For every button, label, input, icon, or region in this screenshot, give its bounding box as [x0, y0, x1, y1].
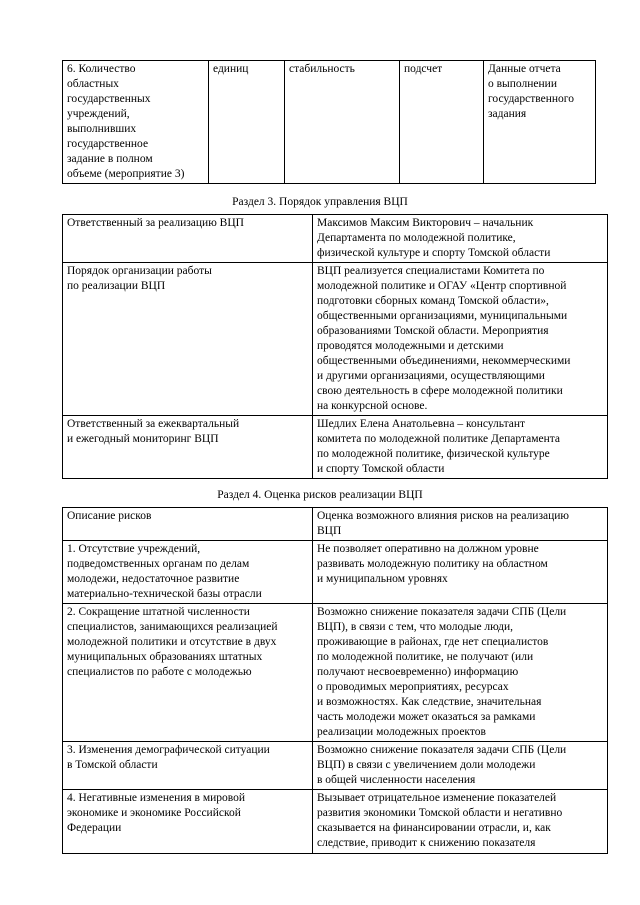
table-row: [63, 263, 608, 416]
column-header: Описание рисков: [63, 508, 313, 541]
table-row: [63, 742, 608, 790]
table-row: [63, 416, 608, 479]
management-table: [62, 214, 608, 479]
management-value-cell: Шедлих Елена Анатольевна – консультант комитета по молодежной политике Департамента по молодежной политике, физической культуре и спорту Томской области: [313, 416, 608, 479]
method-cell: подсчет: [400, 61, 484, 184]
section4-title: Раздел 4. Оценка рисков реализации ВЦП: [217, 489, 423, 501]
trend-cell: стабильность: [285, 61, 400, 184]
unit-cell: единиц: [209, 61, 285, 184]
section3-title: Раздел 3. Порядок управления ВЦП: [232, 196, 408, 208]
management-label-cell: Порядок организации работы по реализации ВЦП: [63, 263, 313, 416]
risk-cell: 1. Отсутствие учреждений, подведомственных органам по делам молодежи, недостаточное развитие материально-технической базы отрасли: [63, 541, 313, 604]
table-row: [63, 61, 596, 184]
table-row: [63, 604, 608, 742]
table-row: [63, 215, 608, 263]
indicators-table-fragment: [62, 60, 596, 184]
table-row: [63, 790, 608, 854]
indicator-name-cell: 6. Количество областных государственных учреждений, выполнивших государственное задание в полном объеме (мероприятие 3): [63, 61, 209, 184]
source-cell: Данные отчета о выполнении государственного задания: [484, 61, 596, 184]
risk-cell: 4. Негативные изменения в мировой экономике и экономике Российской Федерации: [63, 790, 313, 854]
management-label-cell: Ответственный за ежеквартальный и ежегодный мониторинг ВЦП: [63, 416, 313, 479]
risks-table: [62, 507, 608, 854]
risk-cell: 3. Изменения демографической ситуации в Томской области: [63, 742, 313, 790]
management-value-cell: Максимов Максим Викторович – начальник Департамента по молодежной политике, физической культуре и спорту Томской области: [313, 215, 608, 263]
impact-cell: Вызывает отрицательное изменение показателей развития экономики Томской области и негативно сказывается на финансировании отрасли, и, как следствие, приводит к снижению показателя: [313, 790, 608, 854]
management-label-cell: Ответственный за реализацию ВЦП: [63, 215, 313, 263]
table-header-row: [63, 508, 608, 541]
risk-cell: 2. Сокращение штатной численности специалистов, занимающихся реализацией молодежной политики и отсутствие в двух муниципальных образованиях штатных специалистов по работе с молодежью: [63, 604, 313, 742]
table-row: [63, 541, 608, 604]
impact-cell: Возможно снижение показателя задачи СПБ (Цели ВЦП), в связи с тем, что молодые люди, проживающие в районах, где нет специалистов по молодежной политике, не получают (или получают несвоевременно) информацию о проводимых мероприятиях, ресурсах и возможностях. Как следствие, значительная часть молодежи может оказаться за рамками реализации молодежных проектов: [313, 604, 608, 742]
management-value-cell: ВЦП реализуется специалистами Комитета по молодежной политике и ОГАУ «Центр спортивной подготовки сборных команд Томской области», общественными организациями, муниципальными образованиями Томской области. Мероприятия проводятся молодежными и детскими общественными объединениями, некоммерческими и другими организациями, осуществляющими свою деятельность в сфере молодежной политики на конкурсной основе.: [313, 263, 608, 416]
column-header: Оценка возможного влияния рисков на реализацию ВЦП: [313, 508, 608, 541]
impact-cell: Не позволяет оперативно на должном уровне развивать молодежную политику на областном и муниципальном уровнях: [313, 541, 608, 604]
impact-cell: Возможно снижение показателя задачи СПБ (Цели ВЦП) в связи с увеличением доли молодежи в общей численности населения: [313, 742, 608, 790]
